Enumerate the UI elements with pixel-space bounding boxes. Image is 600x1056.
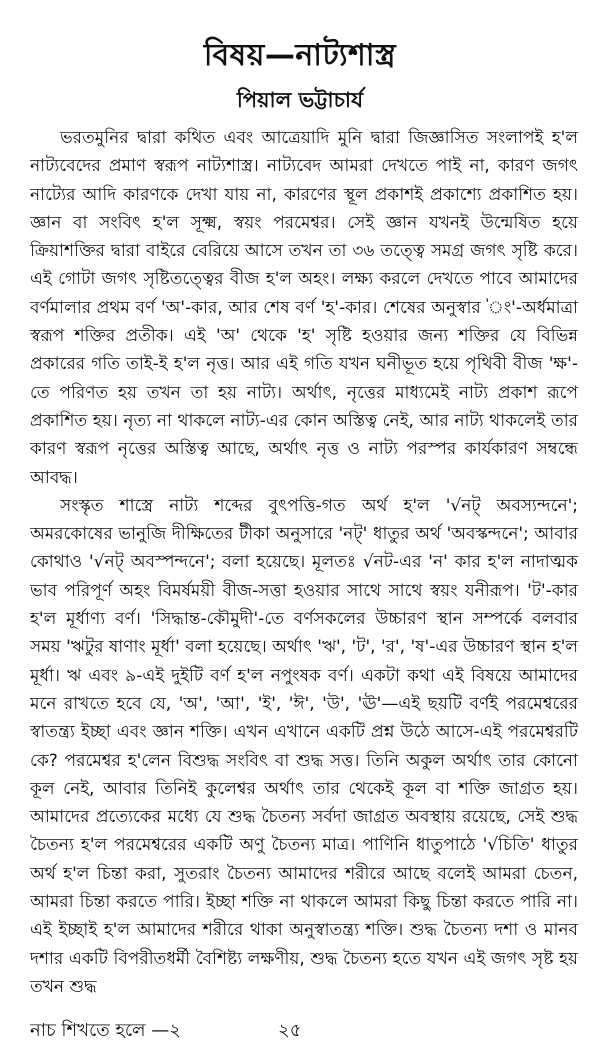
body-text bbox=[30, 124, 578, 1001]
page-title: বিষয়—নাট্যশাস্ত্র bbox=[203, 38, 397, 73]
page-footer bbox=[30, 1018, 578, 1044]
author-name: পিয়াল ভট্টাচার্য bbox=[236, 88, 364, 112]
paragraph-2: সংস্কৃত শাস্ত্রে নাট্য শব্দের বুৎপত্তি-গত অর্থ হ'ল '√নট্ অবস্যন্দনে'; অমরকোষের ভানুজি দীক্ষিতের টীকা অনুসারে 'নট্' ধাতুর অর্থ 'অবস্কন্দনে'; আবার কোথাও '√নট্ অবস্পন্দনে'; বলা হয়েছে। মূলতঃ √নট-এর 'ন' কার হ'ল নাদাত্মক ভাব পরিপূর্ণ অহং বিমর্ষময়ী বীজ-সত্তা হওয়ার সাথে সাথে স্বয়ং যনীরূপ। 'ট'-কার হ'ল মূর্ধাণ্য বর্ণ। 'সিদ্ধান্ত-কৌমুদী'-তে বর্ণসকলের উচ্চারণ স্থান সম্পর্কে বলবার সময় 'ঋটুর ষাণাং মূর্ধা' বলা হয়েছে। অর্থাৎ 'ঋ', 'ট', 'র', 'ষ'-এর উচ্চারণ স্থান হ'ল মূর্ধা। ঋ এবং ৯-এই দুইটি বর্ণ হ'ল নপুংষক বর্ণ। একটা কথা এই বিষয়ে আমাদের মনে রাখতে হবে যে, 'অ', 'আ', 'ই', 'ঈ', 'উ', 'ঊ'—এই ছয়টি বর্ণই পরমেশ্বরের স্বাতন্ত্র্য ইচ্ছা এবং জ্ঞান শক্তি। এখন এখানে একটি প্রশ্ন উঠে আসে-এই পরমেশ্বরটি কে? পরমেশ্বর হ'লেন বিশুদ্ধ সংবিৎ বা শুদ্ধ সত্ত। তিনি অকুল অর্থাৎ তার কোনো কূল নেই, আবার তিনিই কুলেশ্বর অর্থাৎ তার থেকেই কূল বা শক্তি জাগ্রত হয়। আমাদের প্রত্যেকের মধ্যে যে শুদ্ধ চৈতন্য সর্বদা জাগ্রত অবস্থায় রয়েছে, সেই শুদ্ধ চৈতন্য হ'ল পরমেশ্বরের একটি অণু চৈতন্য মাত্র। পাণিনি ধাতুপাঠে '√চিতি' ধাতুর অর্থ হ'ল চিন্তা করা, সুতরাং চৈতন্য আমাদের শরীরে আছে বলেই আমরা চেতন, আমরা চিন্তা করতে পারি। ইচ্ছা শক্তি না থাকলে আমরা কিছু চিন্তা করতে পারি না। এই ইচ্ছাই হ'ল আমাদের শরীরে থাকা অনুস্বাতন্ত্র্য শক্তি। শুদ্ধ চৈতন্য দশা ও মানব দশার একটি বিপরীতধর্মী বৈশিষ্ট্য লক্ষণীয়, শুদ্ধ চৈতন্য হতে যখন এই জগৎ সৃষ্ট হয় তখন শুদ্ধ bbox=[30, 495, 578, 997]
paragraph-1: ভরতমুনির দ্বারা কথিত এবং আত্রেয়াদি মুনি দ্বারা জিজ্ঞাসিত সংলাপই হ'ল নাট্যবেদের প্রমাণ স্বরূপ নাট্যশাস্ত্র। নাট্যবেদ আমরা দেখতে পাই না, কারণ জগৎ নাট্যের আদি কারণকে দেখা যায় না, কারণের স্থূল প্রকাশই প্রকাশ্যে প্রকাশিত হয়। জ্ঞান বা সংবিৎ হ'ল সূক্ষ্ম, স্বয়ং পরমেশ্বর। সেই জ্ঞান যখনই উন্মেষিত হয়ে ক্রিয়াশক্তির দ্বারা বাইরে বেরিয়ে আসে তখন তা ৩৬ তত্ত্বে সমগ্র জগৎ সৃষ্টি করে। এই গোটা জগৎ সৃষ্টিতত্ত্বের বীজ হ'ল অহং। লক্ষ্য করলে দেখতে পাবে আমাদের বর্ণমালার প্রথম বর্ণ 'অ'-কার, আর শেষ বর্ণ 'হ'-কার। শেষের অনুস্বার 'ং'-অর্ধমাত্রা স্বরূপ শক্তির প্রতীক। এই 'অ' থেকে 'হ' সৃষ্টি হওয়ার জন্য শক্তির যে বিভিন্ন প্রকারের গতি তাই-ই হ'ল নৃত্ত। আর এই গতি যখন ঘনীভূত হয়ে পৃথিবী বীজ 'ক্ষ'-তে পরিণত হয় তখন তা হয় নাট্য। অর্থাৎ, নৃত্তের মাধ্যমেই নাট্য প্রকাশ রূপে প্রকাশিত হয়। নৃত্য না থাকলে নাট্য-এর কোন অস্তিত্ব নেই, আর নাট্য থাকলেই তার কারণ স্বরূপ নৃত্তের অস্তিত্ব আছে, অর্থাৎ নৃত্ত ও নাট্য পরস্পর কার্যকারণ সম্বন্ধে আবদ্ধ। bbox=[30, 128, 578, 488]
page-number: ২৫ bbox=[278, 1020, 302, 1041]
running-title: নাচ শিখতে হলে —২ bbox=[30, 1020, 182, 1041]
